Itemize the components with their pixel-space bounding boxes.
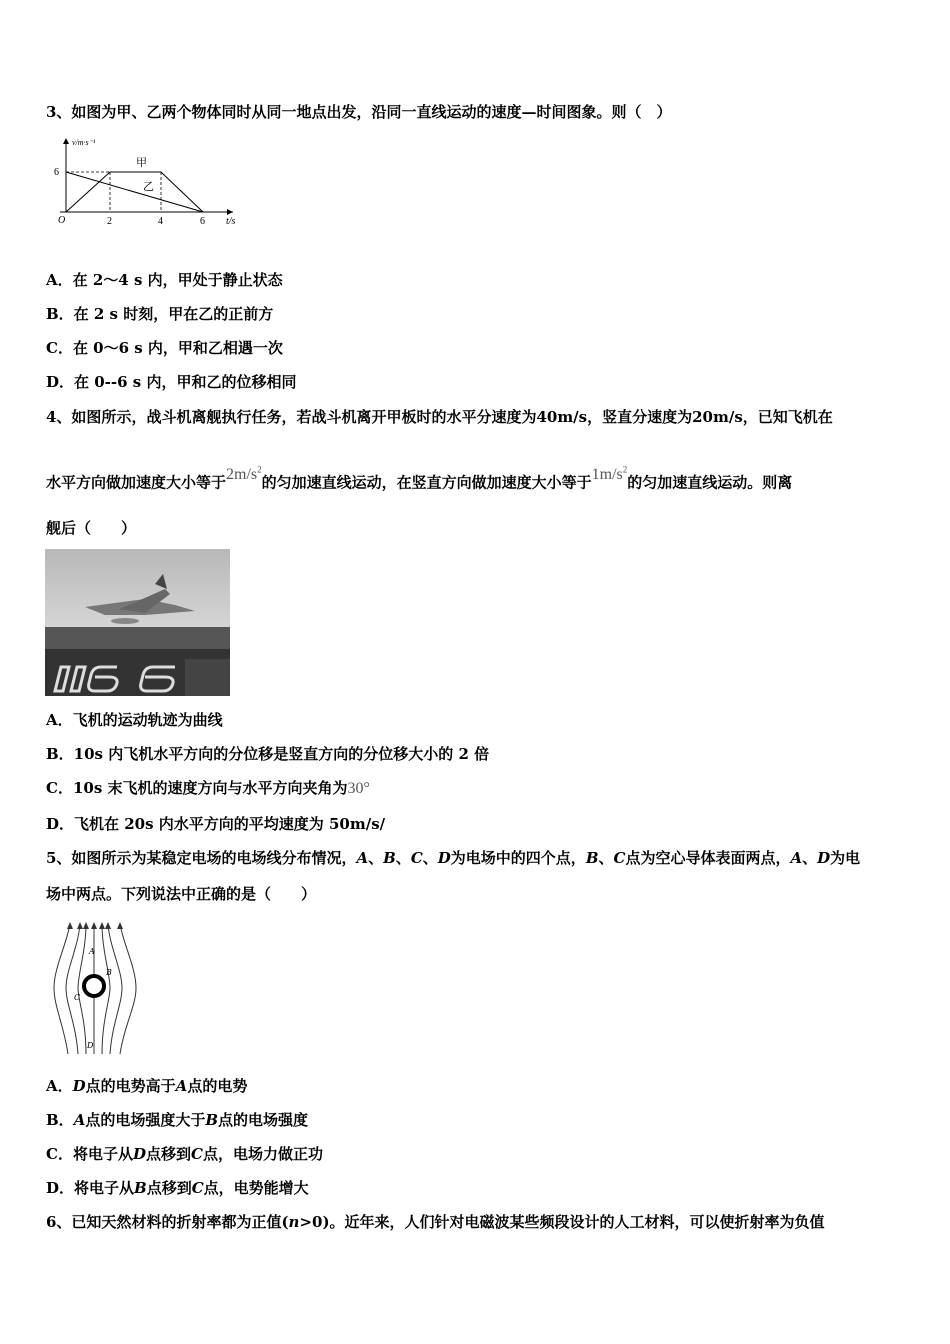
q5-line2: 场中两点。下列说法中正确的是（ ）	[46, 885, 317, 903]
label-yi: 乙	[143, 180, 154, 193]
graph-xtick-4: 4	[158, 216, 163, 227]
q5-option-b: B．A点的电场强度大于B点的电场强度	[46, 1111, 309, 1129]
point-a-label: A	[89, 947, 95, 956]
velocity-time-graph	[48, 132, 248, 232]
electric-field-diagram	[50, 920, 145, 1058]
q3-option-c: C．在 0～6 s 内，甲和乙相遇一次	[46, 339, 283, 357]
graph-ytick: 6	[54, 167, 59, 178]
accel-vertical: $1m/s^2$	[591, 465, 628, 484]
q4-option-b: B．10s 内飞机水平方向的分位移是竖直方向的分位移大小的 2 倍	[46, 745, 490, 763]
graph-xtick-6: 6	[200, 216, 205, 227]
graph-origin: O	[58, 215, 66, 226]
q3-option-b: B．在 2 s 时刻，甲在乙的正前方	[46, 305, 274, 323]
point-c-label: C	[74, 993, 81, 1002]
accel-horizontal: $2m/s^2$	[226, 465, 262, 484]
q5-option-c: C．将电子从D点移到C点，电场力做正功	[46, 1145, 323, 1163]
point-d-label: D	[87, 1041, 94, 1050]
fighter-jet-photo	[45, 549, 230, 696]
q4-option-c: C．10s 末飞机的速度方向与水平方向夹角为30°	[46, 779, 370, 797]
point-b-label: B	[106, 968, 112, 977]
t-axis-arrow	[227, 209, 233, 215]
q4-line2: 水平方向做加速度大小等于$2m/s^2$的匀加速直线运动，在竖直方向做加速度大小等于$1m/s^2$的匀加速直线运动。则离	[46, 465, 793, 492]
q5-line1: 5、如图所示为某稳定电场的电场线分布情况，A、B、C、D为电场中的四个点，B、C点为空心导体表面两点，A、D为电	[46, 849, 861, 867]
q4-option-d: D．飞机在 20s 内水平方向的平均速度为 50m/s/	[46, 815, 386, 833]
q3-stem: 3、如图为甲、乙两个物体同时从同一地点出发，沿同一直线运动的速度—时间图象。则（ ）	[46, 103, 672, 121]
q4-line3: 舰后（ ）	[46, 519, 137, 537]
q3-option-d: D．在 0--6 s 内，甲和乙的位移相同	[46, 373, 297, 391]
q5-option-a: A．D点的电势高于A点的电势	[46, 1077, 248, 1095]
hollow-conductor	[84, 976, 104, 996]
label-jia: 甲	[136, 156, 147, 169]
q4-line1: 4、如图所示，战斗机离舰执行任务，若战斗机离开甲板时的水平分速度为40m/s，竖直分速度为20m/s，已知飞机在	[46, 408, 833, 426]
graph-xlabel: t/s	[226, 216, 236, 227]
q5-option-d: D．将电子从B点移到C点，电势能增大	[46, 1179, 309, 1197]
q6-line1: 6、已知天然材料的折射率都为正值(n>0)。近年来，人们针对电磁波某些频段设计的人工材料，可以使折射率为负值	[46, 1213, 825, 1231]
q4-option-a: A．飞机的运动轨迹为曲线	[46, 711, 223, 729]
q3-option-a: A．在 2～4 s 内，甲处于静止状态	[46, 271, 283, 289]
v-axis-arrow	[63, 138, 69, 144]
graph-xtick-2: 2	[107, 216, 112, 227]
angle-value: 30°	[347, 780, 370, 797]
graph-ylabel: v/m·s⁻¹	[72, 138, 96, 147]
